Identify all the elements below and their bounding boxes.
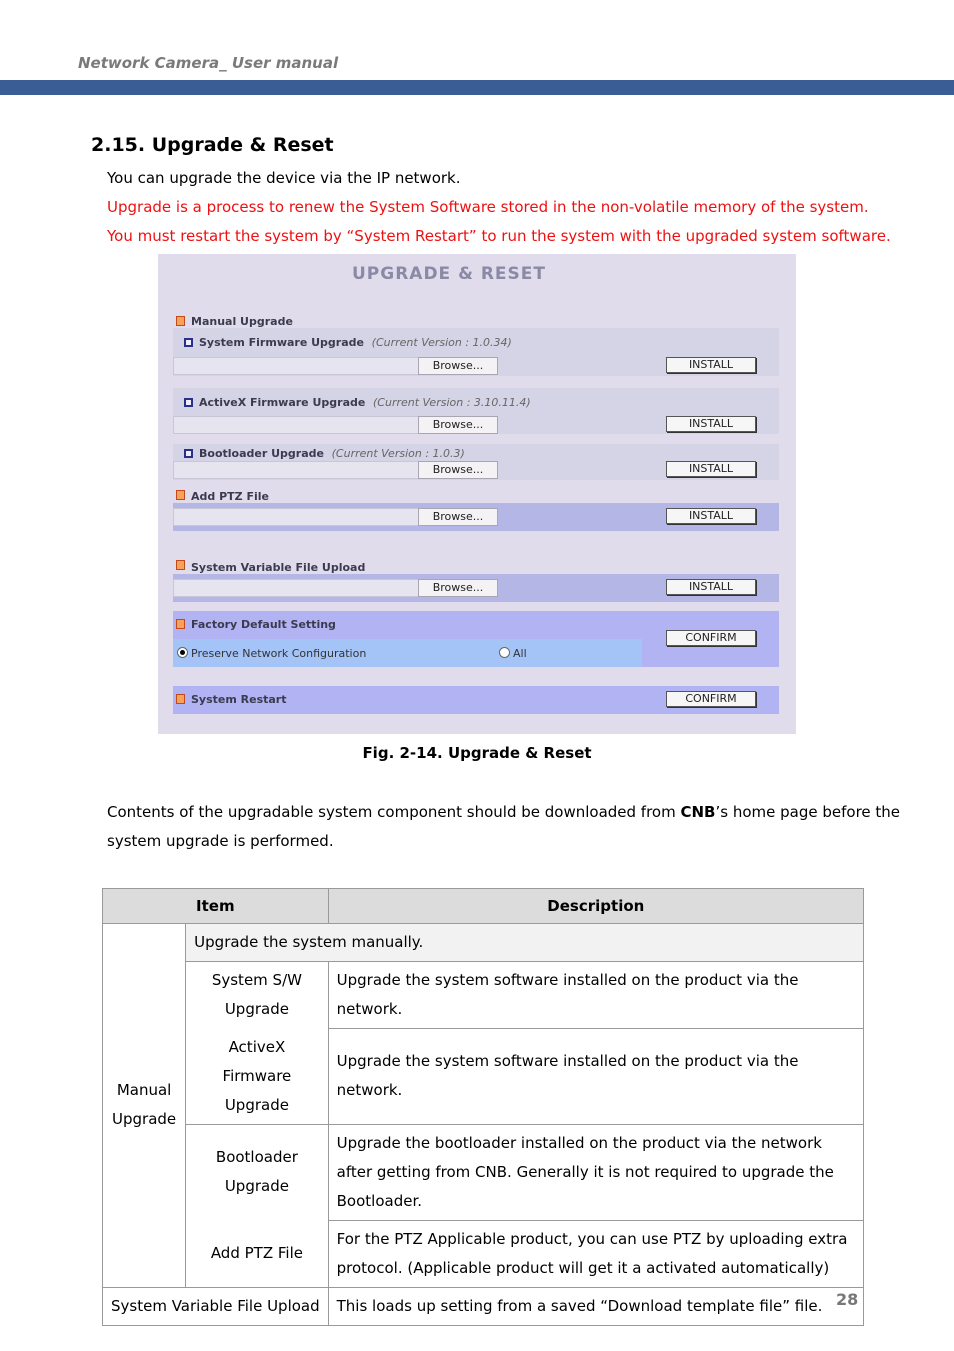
table-row-desc: This loads up setting from a saved “Download template file” file. [328,1287,863,1325]
activex-file-field[interactable] [173,416,419,434]
sysvar-install-button[interactable]: INSTALL [666,579,756,595]
header-bar [0,80,954,95]
section-title: 2.15. Upgrade & Reset [91,134,334,156]
preserve-radio[interactable] [177,647,188,658]
figure-caption: Fig. 2-14. Upgrade & Reset [362,744,592,762]
all-radio[interactable] [499,647,510,658]
factory-confirm-button[interactable]: CONFIRM [666,630,756,646]
item-bullet-icon [184,338,193,347]
table-row-desc: Upgrade the system software installed on the product via the network. [328,1029,863,1125]
bootloader-install-button[interactable]: INSTALL [666,461,756,477]
sysvar-browse-button[interactable]: Browse... [418,579,498,597]
red-note-2: You must restart the system by “System Restart” to run the system with the upgraded system software. [107,227,891,245]
table-row-desc: Upgrade the system software installed on the product via the network. [328,962,863,1029]
section-bullet-icon [176,694,185,704]
manual-desc-cell: Upgrade the system manually. [186,924,864,962]
preserve-label: Preserve Network Configuration [191,647,367,660]
all-label: All [513,647,527,660]
table-row-item: Add PTZ File [186,1220,328,1287]
table-row-item: System Variable File Upload [103,1287,329,1325]
section-bullet-icon [176,316,185,326]
contents-line-2: system upgrade is performed. [107,832,334,850]
activex-label: ActiveX Firmware Upgrade (Current Version : 3.10.11.4) [199,396,531,409]
ptz-label: Add PTZ File [191,490,269,503]
page-number: 28 [836,1290,859,1309]
ptz-browse-button[interactable]: Browse... [418,508,498,526]
sysvar-label: System Variable File Upload [191,561,366,574]
sys-fw-label: System Firmware Upgrade (Current Version : 1.0.34) [199,336,512,349]
contents-line-1: Contents of the upgradable system component should be downloaded from CNB’s home page before the [107,803,901,821]
activex-install-button[interactable]: INSTALL [666,416,756,432]
restart-confirm-button[interactable]: CONFIRM [666,691,756,707]
sys-fw-install-button[interactable]: INSTALL [666,357,756,373]
table-row-item: Bootloader Upgrade [186,1124,328,1220]
manual-upgrade-cell: Manual Upgrade [103,924,186,1288]
item-bullet-icon [184,449,193,458]
activex-browse-button[interactable]: Browse... [418,416,498,434]
ptz-file-field[interactable] [173,508,419,526]
section-bullet-icon [176,619,185,629]
section-bullet-icon [176,560,185,570]
bootloader-browse-button[interactable]: Browse... [418,461,498,479]
header-item: Item [103,889,329,924]
bootloader-file-field[interactable] [173,461,419,479]
restart-label: System Restart [191,693,287,706]
ptz-install-button[interactable]: INSTALL [666,508,756,524]
manual-upgrade-label: Manual Upgrade [191,315,293,328]
intro-text: You can upgrade the device via the IP network. [107,169,461,187]
table-row-desc: Upgrade the bootloader installed on the product via the network after getting from CNB. Generally it is not required to upgrade the Bootloader. [328,1124,863,1220]
item-bullet-icon [184,398,193,407]
description-table [102,888,864,1326]
sys-fw-file-field[interactable] [173,357,419,375]
section-bullet-icon [176,490,185,500]
figure-title: UPGRADE & RESET [351,264,546,284]
factory-label: Factory Default Setting [191,618,336,631]
header-title: Network Camera_ User manual [78,54,339,72]
header-description: Description [328,889,863,924]
table-row-item: ActiveX Firmware Upgrade [186,1029,328,1125]
red-note-1: Upgrade is a process to renew the System Software stored in the non-volatile memory of the system. [107,198,869,216]
sysvar-file-field[interactable] [173,579,419,597]
cnb-bold: CNB [680,803,716,821]
sys-fw-browse-button[interactable]: Browse... [418,357,498,375]
upgrade-reset-screenshot [158,254,796,734]
table-row-item: System S/W Upgrade [186,962,328,1029]
bootloader-label: Bootloader Upgrade (Current Version : 1.0.3) [199,447,465,460]
table-row-desc: For the PTZ Applicable product, you can use PTZ by uploading extra protocol. (Applicable product will get it a activated automatically) [328,1220,863,1287]
